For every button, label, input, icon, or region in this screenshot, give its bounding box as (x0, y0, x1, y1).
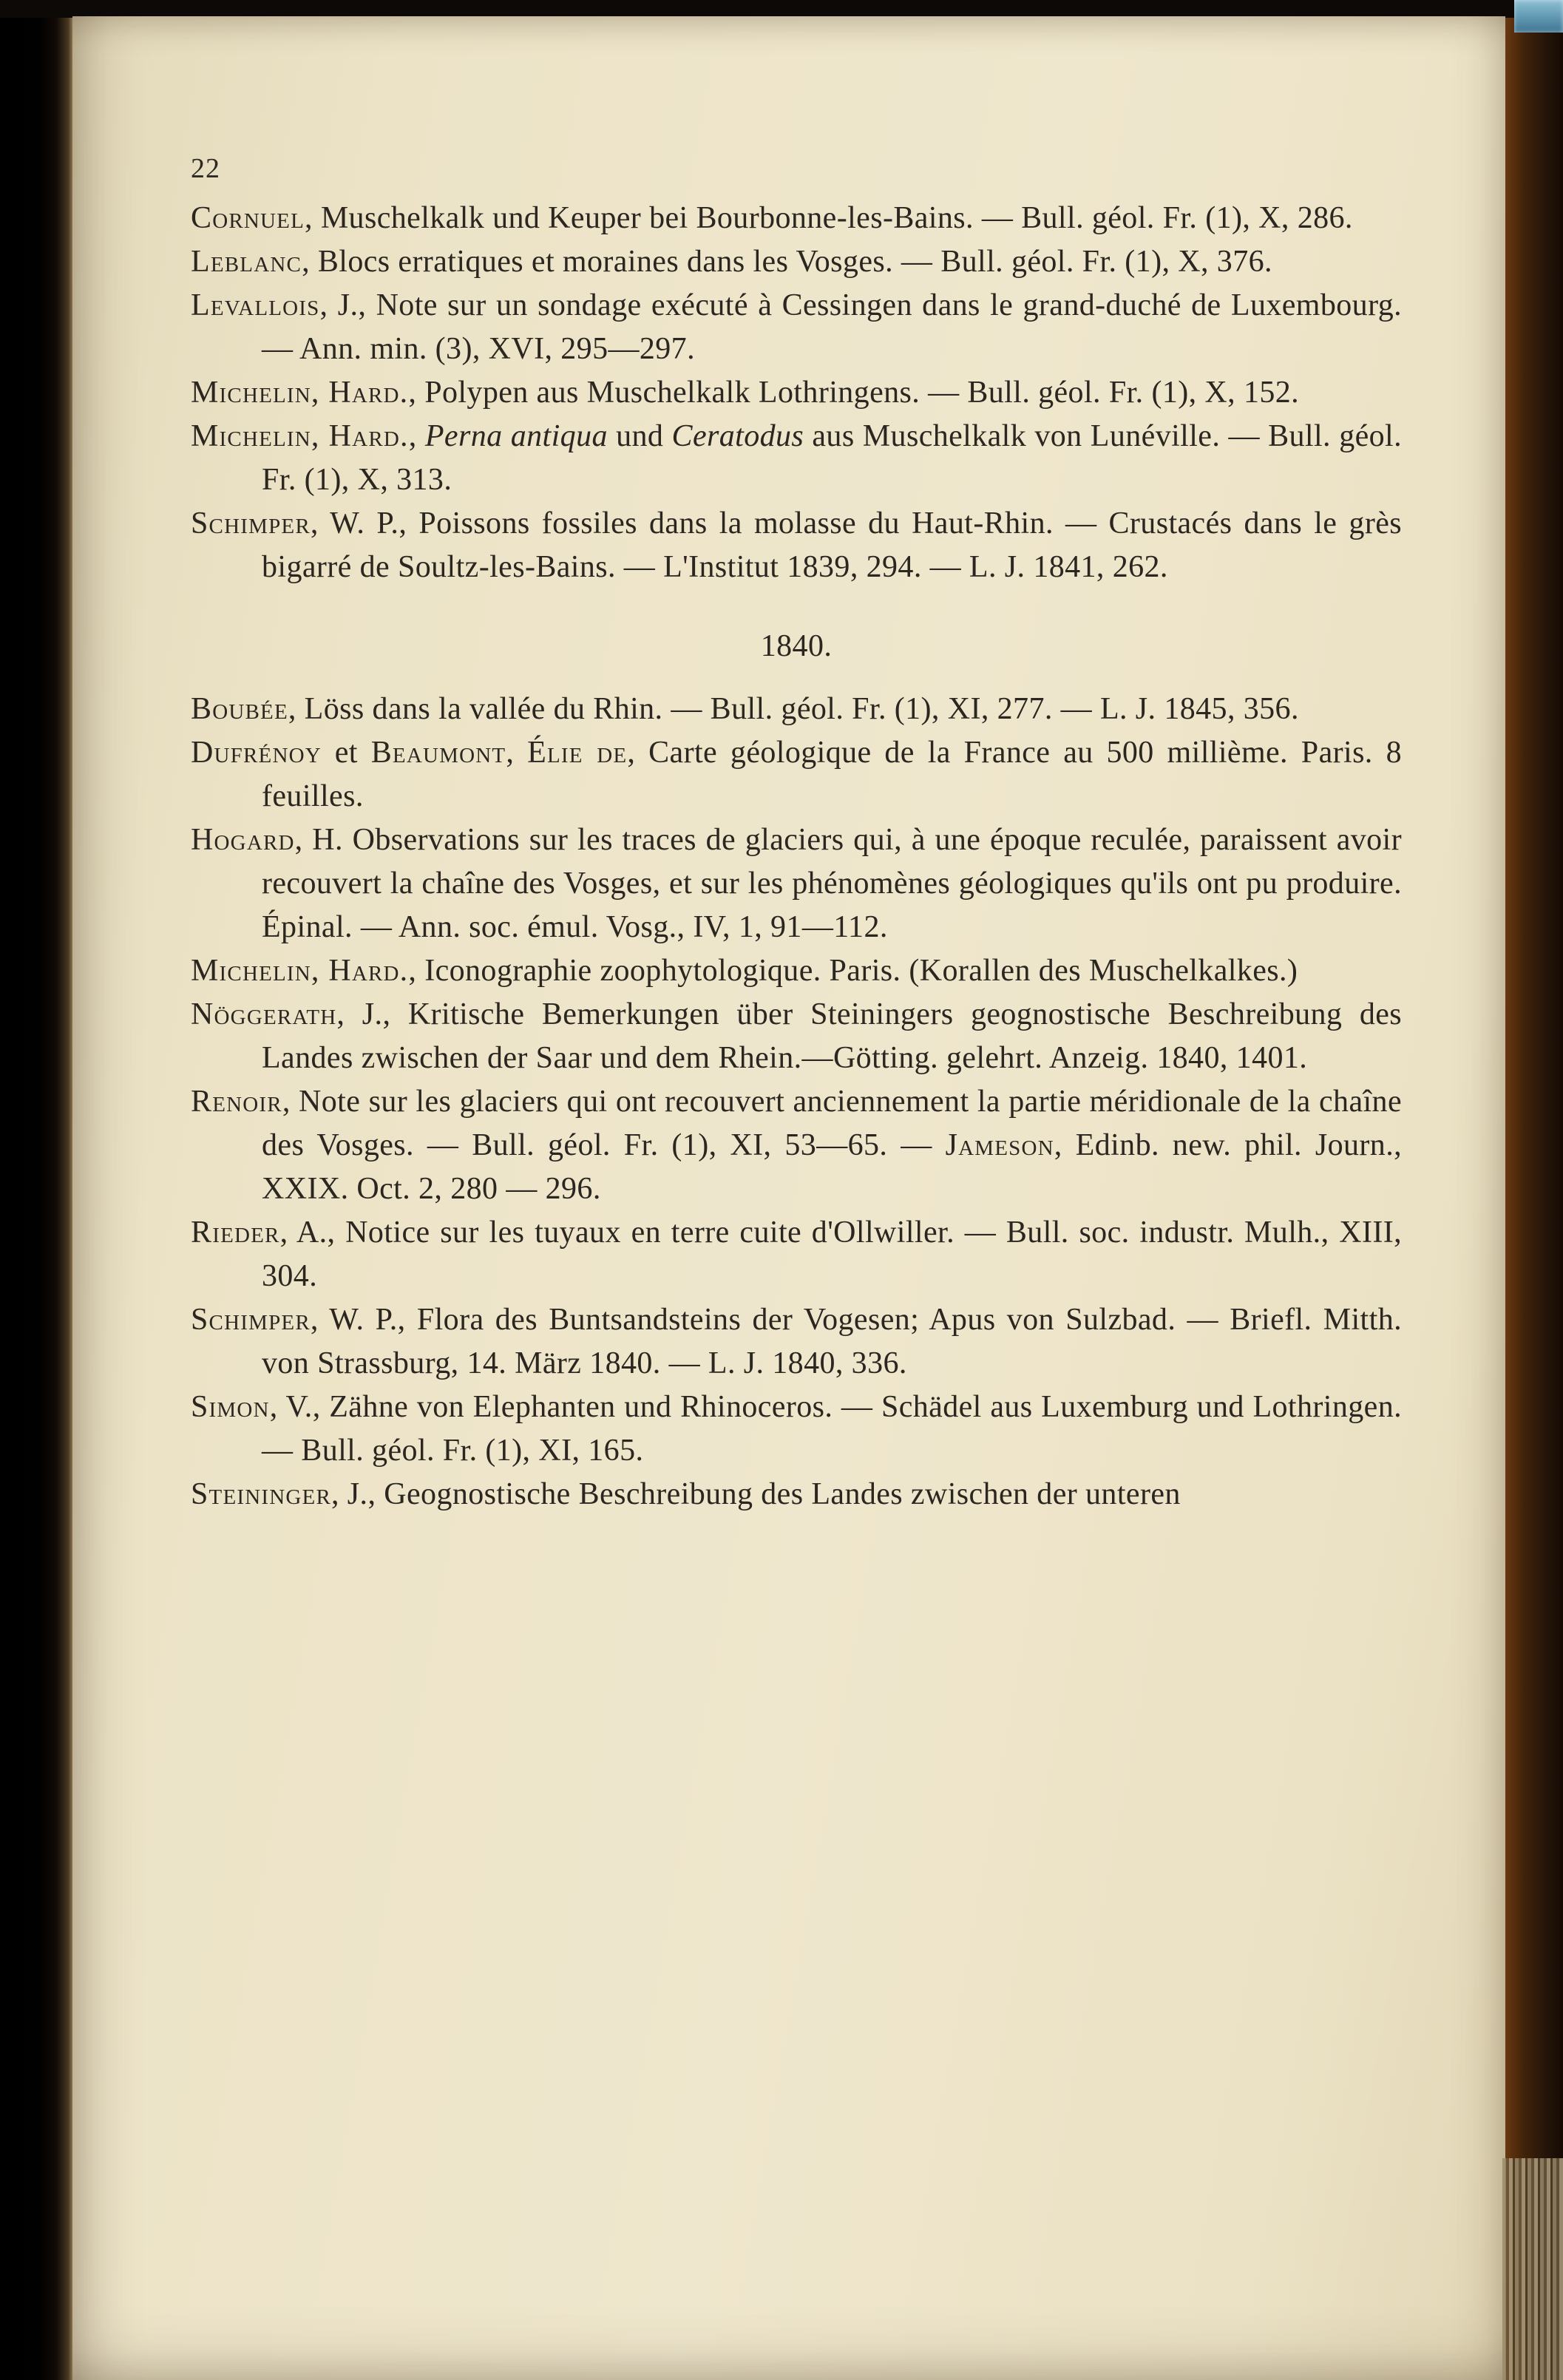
author-name: Élie de (527, 736, 628, 770)
entry-text: , W. P., Poissons fossiles dans la molasse du Haut-Rhin. — Crustacés dans le grès bigarré de Soultz-les-Bains. — L'Institut 1839, 294. — L. J. 1841, 262. (262, 506, 1402, 584)
bibliography-entry (191, 949, 1402, 993)
taxon-name: Perna antiqua (424, 419, 608, 453)
bibliography-entry (191, 415, 1402, 502)
author-name: Leblanc (191, 245, 302, 279)
bibliography-entry (191, 1298, 1402, 1386)
author-name: Jameson (945, 1128, 1054, 1162)
entry-text: , A., Notice sur les tuyaux en terre cuite d'Ollwiller. — Bull. soc. industr. Mulh., XIII, 304. (262, 1216, 1402, 1293)
entry-text: , V., Zähne von Elephanten und Rhinoceros. — Schädel aus Luxemburg und Lothringen. — Bull. géol. Fr. (1), XI, 165. (262, 1390, 1402, 1468)
author-name: Hogard (191, 823, 295, 857)
entry-text: und (607, 419, 672, 453)
bibliography-content (191, 197, 1402, 1516)
entry-text: , H. Observations sur les traces de glaciers qui, à une époque reculée, paraissent avoir recouvert la chaîne des Vosges, et sur les phénomènes géologiques qu'ils ont pu produire. Épinal. — Ann. soc. émul. Vosg., IV, 1, 91—112. (262, 823, 1402, 944)
author-name: Schimper (191, 506, 311, 540)
entry-text: , Muschelkalk und Keuper bei Bourbonne-les-Bains. — Bull. géol. Fr. (1), X, 286. (305, 201, 1353, 235)
author-name: Cornuel (191, 201, 305, 235)
author-name: Beaumont (370, 736, 506, 770)
entry-text: , Blocs erratiques et moraines dans les Vosges. — Bull. géol. Fr. (1), X, 376. (302, 245, 1272, 279)
bibliography-entry (191, 1473, 1402, 1516)
author-name: Boubée (191, 692, 288, 726)
entry-text: , J., Note sur un sondage exécuté à Cessingen dans le grand-duché de Luxembourg. — Ann. min. (3), XVI, 295—297. (262, 288, 1402, 366)
author-name: Nöggerath (191, 997, 337, 1031)
page-number: 22 (191, 153, 220, 184)
bibliography-entry (191, 993, 1402, 1080)
entry-text: , J., Kritische Bemerkungen über Steiningers geognostische Beschreibung des Landes zwischen der Saar und dem Rhein.—Götting. gelehrt. Anzeig. 1840, 1401. (262, 997, 1402, 1075)
author-name: Renoir (191, 1085, 282, 1119)
page-stack-edge (1502, 2158, 1563, 2380)
bibliography-entry (191, 731, 1402, 818)
bibliography-entry (191, 240, 1402, 284)
bibliography-entry (191, 371, 1402, 415)
author-name: Michelin, Hard. (191, 419, 409, 453)
entry-text: , J., Geognostische Beschreibung des Landes zwischen der unteren (331, 1477, 1181, 1511)
entry-text: , (506, 736, 528, 770)
scan-edge-top (0, 0, 1563, 18)
bibliography-entry (191, 1386, 1402, 1473)
entry-text: aus Muschelkalk von Lunéville. — Bull. géol. Fr. (1), X, 313. (262, 419, 1402, 497)
entry-text: , (408, 419, 425, 453)
bibliography-entry (191, 1080, 1402, 1211)
entry-text: , W. P., Flora des Buntsandsteins der Vogesen; Apus von Sulzbad. — Briefl. Mitth. von Strassburg, 14. März 1840. — L. J. 1840, 336. (262, 1303, 1402, 1380)
section-year-heading: 1840. (760, 629, 833, 663)
entry-text: , Edinb. new. phil. Journ., XXIX. Oct. 2, 280 — 296. (262, 1128, 1403, 1206)
bibliography-entry (191, 197, 1402, 240)
entry-text: , Note sur les glaciers qui ont recouvert anciennement la partie méridionale de la chaîne des Vosges. — Bull. géol. Fr. (1), XI, 53—65. — (262, 1085, 1402, 1162)
author-name: Simon (191, 1390, 270, 1424)
bibliography-entry (191, 688, 1402, 731)
entry-text: , Löss dans la vallée du Rhin. — Bull. géol. Fr. (1), XI, 277. — L. J. 1845, 356. (288, 692, 1299, 726)
entry-text: , Carte géologique de la France au 500 millième. Paris. 8 feuilles. (262, 736, 1402, 813)
corner-sticker (1514, 0, 1563, 33)
author-name: Michelin, Hard. (191, 954, 409, 988)
author-name: Michelin, Hard. (191, 376, 409, 410)
bibliography-entry (191, 284, 1402, 371)
author-name: Schimper (191, 1303, 311, 1337)
bibliography-entry (191, 502, 1402, 589)
author-name: Rieder (191, 1216, 280, 1250)
taxon-name: Ceratodus (671, 419, 804, 453)
author-name: Steininger (191, 1477, 331, 1511)
entry-text: , Iconographie zoophytologique. Paris. (Korallen des Muschelkalkes.) (408, 954, 1298, 988)
entry-text: , Polypen aus Muschelkalk Lothringens. — Bull. géol. Fr. (1), X, 152. (408, 376, 1300, 410)
binding-shadow-left (0, 0, 72, 2380)
author-name: Dufrénoy (191, 736, 322, 770)
bibliography-entry (191, 818, 1402, 949)
bibliography-entry (191, 1211, 1402, 1298)
book-edge-right (1504, 0, 1563, 2380)
author-name: Levallois (191, 288, 320, 322)
entry-text: et (321, 736, 371, 770)
